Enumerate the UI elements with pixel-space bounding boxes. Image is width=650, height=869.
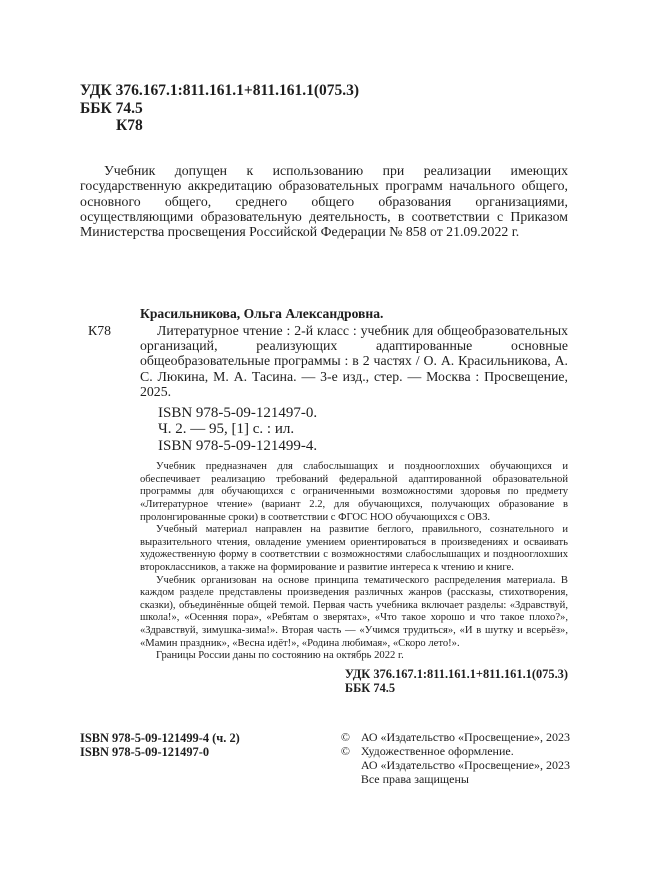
bbk-code-bottom: ББК 74.5 <box>344 681 396 696</box>
bbk-code-top: ББК 74.5 <box>80 99 143 117</box>
copyright-symbol: © <box>340 730 350 744</box>
annotation-block <box>140 461 568 650</box>
copyright-symbol: © <box>340 743 350 758</box>
bottom-codes-block <box>345 667 568 696</box>
annotation-paragraph-3: Учебник организован на основе принципа тематического распределения материала. В каждом разделе представлены произведения различных жанров (рассказы, стихотворения, сказки), объединённые общей темой. Первая часть учебника включает разделы: «Здравствуй, школа!», «Осенняя пора», «Ребятам о зверятах», «Что такое хорошо и что такое плохо?», «Здравствуй, зимушка-зима!». Вторая часть — «Учимся трудиться», «И в шутку и всерьёз», «Мамин праздник», «Весна идёт!», «Родина любимая», «Скоро лето!». <box>140 574 568 649</box>
top-codes-block <box>80 82 359 135</box>
catalog-entry <box>80 323 568 399</box>
udk-code-top: УДК 376.167.1:811.161.1+811.161.1(075.3) <box>80 82 360 99</box>
catalog-description: Литературное чтение : 2-й класс : учебник для общеобразовательных организаций, реализующих адаптированные основные общеобразовательные программы : в 2 частях / О. А. Красильникова, А. С. Люкина, М. А. Тасина. — 3-е изд., стер. — Москва : Просвещение, 2025. <box>140 323 568 399</box>
copyright-block <box>341 731 570 787</box>
part-pages-line: Ч. 2. — 95, [1] с. : ил. <box>158 421 295 438</box>
annotation-paragraph-2: Учебный материал направлен на развитие беглого, правильного, сознательного и выразительного чтения, овладение умением ориентироваться в произведениях и осваивать художественную форму в соответствии с возможностями слабослышащих и позднооглохших второклассников, а также на формирование и развитие интереса к чтению и книге. <box>140 524 568 573</box>
copyright-text: Все права защищены <box>360 771 469 786</box>
copyright-row <box>341 759 570 773</box>
catalog-card <box>80 306 568 663</box>
footer-isbn-edition: ISBN 978-5-09-121499-4 (ч. 2) <box>80 731 240 745</box>
catalog-author-sign: К78 <box>88 323 111 338</box>
copyright-row <box>341 731 570 745</box>
udk-code-bottom: УДК 376.167.1:811.161.1+811.161.1(075.3) <box>344 667 568 681</box>
copyright-text: АО «Издательство «Просвещение», 2023 <box>360 757 570 772</box>
copyright-symbol <box>341 759 354 773</box>
footer-isbn-block <box>80 731 240 759</box>
author-sign-top: К78 <box>116 117 143 134</box>
copyright-text: АО «Издательство «Просвещение», 2023 <box>360 730 570 744</box>
footer-isbn-part: ISBN 978-5-09-121497-0 <box>80 745 210 760</box>
map-borders-note: Границы России даны по состоянию на октябрь 2022 г. <box>156 650 404 662</box>
isbn-edition-line: ISBN 978-5-09-121499-4. <box>158 437 318 454</box>
author-heading: Красильникова, Ольга Александровна. <box>140 306 384 321</box>
annotation-paragraph-1: Учебник предназначен для слабослышащих и позднооглохших обучающихся и обеспечивает реализацию требований федеральной адаптированной образовательной программы для обучающихся с ограниченными возможностями здоровья по предмету «Литературное чтение» (вариант 2.2, для обучающихся, получающих образование в пролонгированные сроки) в соответствии с ФГОС НОО обучающихся с ОВЗ. <box>140 461 568 523</box>
isbn-part-line: ISBN 978-5-09-121497-0. <box>158 405 318 422</box>
copyright-row <box>341 773 570 787</box>
isbn-block <box>158 405 568 454</box>
footer-block <box>80 731 570 787</box>
copyright-symbol <box>341 773 354 787</box>
copyright-text: Художественное оформление. <box>360 743 514 758</box>
admission-note: Учебник допущен к использованию при реализации имеющих государственную аккредитацию образовательных программ начального общего, основного общего, среднего общего образования организациями, осуществляющими образовательную деятельность, в соответствии с Приказом Министерства просвещения Российской Федерации № 858 от 21.09.2022 г. <box>80 163 568 240</box>
copyright-row <box>341 745 570 759</box>
